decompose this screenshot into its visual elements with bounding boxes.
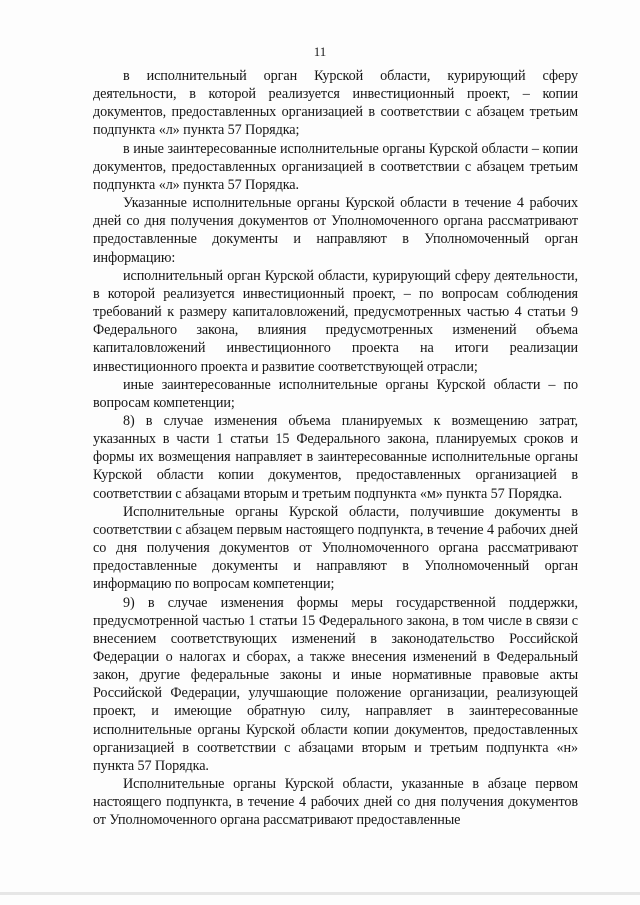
page-number: 11 [313, 44, 327, 59]
document-body [93, 67, 578, 830]
scan-edge-shadow [0, 892, 640, 895]
paragraph: иные заинтересованные исполнительные органы Курской области – по вопросам компетенции; [93, 376, 578, 411]
paragraph: Исполнительные органы Курской области, указанные в абзаце первом настоящего подпункта, в течение 4 рабочих дней со дня получения документов от Уполномоченного органа рассматривают предоставленные [93, 776, 578, 829]
paragraph: в исполнительный орган Курской области, курирующий сферу деятельности, в которой реализуется инвестиционный проект, – копии документов, предоставленных организацией в соответствии с абзацем третьим подпункта «л» пункта 57 Порядка; [93, 68, 578, 139]
paragraph: исполнительный орган Курской области, курирующий сферу деятельности, в которой реализуется инвестиционный проект, – по вопросам соблюдения требований к размеру капиталовложений, предусмотренных частью 4 статьи 9 Федерального закона, влияния предусмотренных изменений объема капиталовложений инвестиционного проекта на итоги реализации инвестиционного проекта и развитие соответствующей отрасли; [93, 267, 578, 375]
paragraph: Исполнительные органы Курской области, получившие документы в соответствии с абзацем первым настоящего подпункта, в течение 4 рабочих дней со дня получения документов от Уполномоченного органа рассматривают предоставленные документы и направляют в Уполномоченный орган информацию по вопросам компетенции; [93, 503, 578, 593]
paragraph: 9) в случае изменения формы меры государственной поддержки, предусмотренной частью 1 статьи 15 Федерального закона, в том числе в связи с внесением соответствующих изменений в законодательство Российской Федерации о налогах и сборах, а также внесения изменений в Федеральный закон, другие федеральные законы и иные нормативные правовые акты Российской Федерации, улучшающие положение организации, реализующей проект, и имеющие обратную силу, направляет в заинтересованные исполнительные органы Курской области копии документов, предоставленных организацией в соответствии с абзацами вторым и третьим подпункта «н» пункта 57 Порядка. [93, 594, 578, 774]
paragraph: Указанные исполнительные органы Курской области в течение 4 рабочих дней со дня получения документов от Уполномоченного органа рассматривают предоставленные документы и направляют в Уполномоченный орган информацию: [93, 195, 578, 266]
paragraph: в иные заинтересованные исполнительные органы Курской области – копии документов, предоставленных организацией в соответствии с абзацем третьим подпункта «л» пункта 57 Порядка. [93, 140, 578, 193]
paragraph: 8) в случае изменения объема планируемых к возмещению затрат, указанных в части 1 статьи 15 Федерального закона, планируемых сроков и формы их возмещения направляет в заинтересованные исполнительные органы Курской области копии документов, предоставленных организацией в соответствии с абзацами вторым и третьим подпункта «м» пункта 57 Порядка. [93, 412, 578, 502]
